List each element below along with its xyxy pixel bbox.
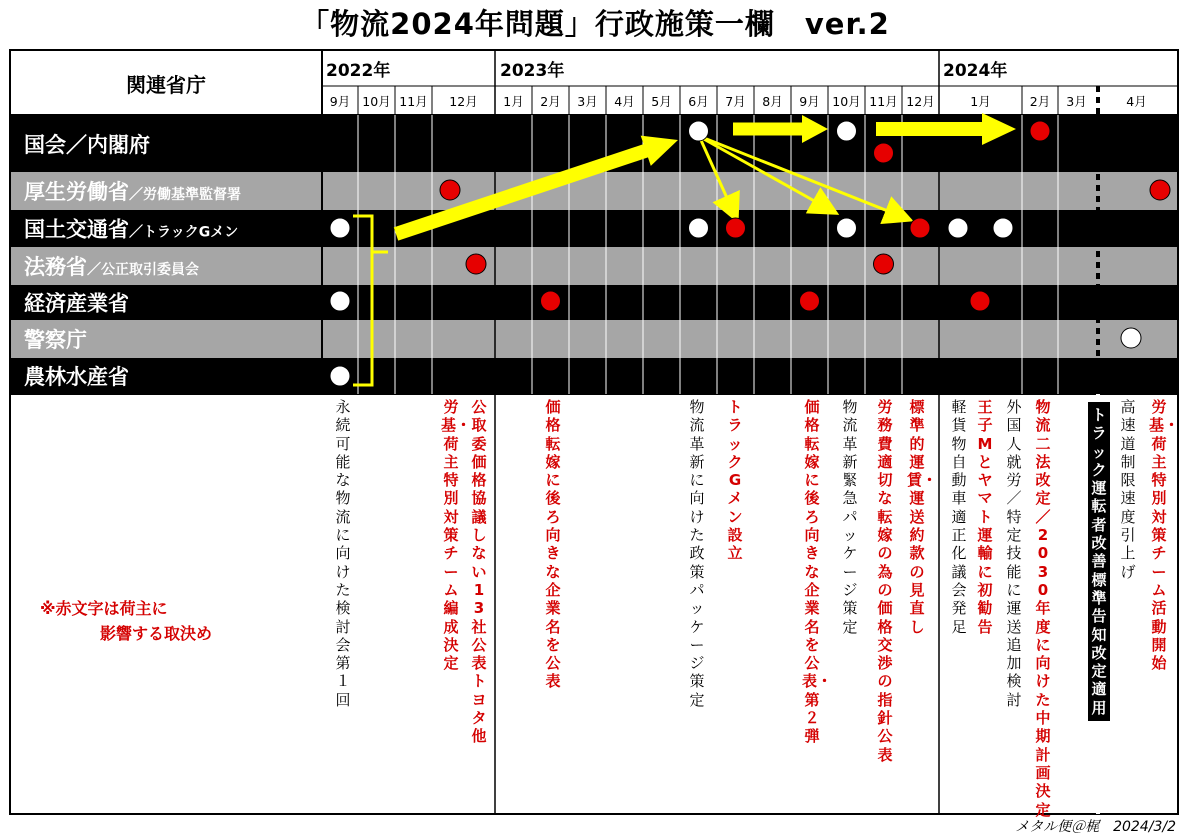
event-description: 価格転嫁に後ろ向きな企業名を公表・第２弾 bbox=[802, 398, 833, 746]
white-event-dot bbox=[330, 366, 350, 386]
month-label: 5月 bbox=[651, 94, 672, 109]
red-event-dot bbox=[541, 291, 561, 311]
red-event-dot bbox=[910, 218, 930, 238]
month-label: 4月 bbox=[1126, 94, 1147, 109]
agency-label bbox=[24, 292, 129, 316]
event-description: 高速道制限速度引上げ bbox=[1120, 398, 1136, 581]
agency-name: 農林水産省 bbox=[24, 365, 129, 389]
event-description: 物流革新緊急パッケージ策定 bbox=[842, 398, 858, 636]
white-event-dot bbox=[689, 218, 709, 238]
agency-subname: ／トラックGメン bbox=[129, 224, 239, 241]
month-label: 11月 bbox=[869, 94, 898, 109]
agency-name: 国会／内閣府 bbox=[24, 133, 150, 157]
month-label: 11月 bbox=[399, 94, 428, 109]
event-description: 永続可能な物流に向けた検討会第１回 bbox=[335, 398, 351, 709]
year-label: 2024年 bbox=[943, 61, 1008, 81]
agency-name: 警察庁 bbox=[24, 328, 87, 352]
month-label: 4月 bbox=[614, 94, 635, 109]
agency-name: 国土交通省 bbox=[24, 217, 129, 242]
white-event-dot bbox=[330, 218, 350, 238]
month-label: 12月 bbox=[906, 94, 935, 109]
month-label: 10月 bbox=[832, 94, 861, 109]
white-event-dot bbox=[948, 218, 968, 238]
month-label: 7月 bbox=[725, 94, 746, 109]
red-event-dot bbox=[1030, 121, 1050, 141]
agency-subname: ／公正取引委員会 bbox=[87, 262, 199, 278]
event-description: トラック運転者改善標準告知改定適用 bbox=[1088, 402, 1110, 721]
red-event-dot bbox=[440, 180, 460, 200]
event-description: 価格転嫁に後ろ向きな企業名を公表 bbox=[545, 398, 561, 691]
red-event-dot bbox=[800, 291, 820, 311]
white-event-dot bbox=[837, 121, 857, 141]
agency-row-band bbox=[10, 358, 1178, 394]
red-event-dot bbox=[726, 218, 746, 238]
month-label: 12月 bbox=[449, 94, 478, 109]
event-description: 労基・荷主特別対策チーム活動開始 bbox=[1149, 398, 1180, 673]
month-label: 3月 bbox=[577, 94, 598, 109]
page-title: 「物流2024年問題」行政施策一欄 ver.2 bbox=[300, 7, 890, 41]
month-label: 1月 bbox=[970, 94, 991, 109]
white-event-dot bbox=[993, 218, 1013, 238]
month-label: 2月 bbox=[1029, 94, 1051, 109]
red-event-dot bbox=[466, 254, 486, 274]
event-description: 労基・荷主特別対策チーム編成決定 bbox=[441, 398, 472, 673]
year-label: 2023年 bbox=[500, 61, 565, 81]
white-event-dot bbox=[689, 121, 709, 141]
month-label: 8月 bbox=[762, 94, 783, 109]
event-description: 王子Mとヤマト運輸に初勧告 bbox=[977, 398, 993, 636]
white-event-dot bbox=[330, 291, 350, 311]
red-event-dot bbox=[874, 143, 894, 163]
event-description: 外国人就労／特定技能に運送追加検討 bbox=[1006, 398, 1022, 709]
agency-name: 法務省 bbox=[24, 255, 87, 279]
agency-subname: ／労働基準監督署 bbox=[129, 187, 241, 203]
legend-note bbox=[40, 596, 300, 646]
event-description: 労務費適切な転嫁の為の価格交渉の指針公表 bbox=[877, 398, 893, 764]
event-description: 物流革新に向けた政策パッケージ策定 bbox=[689, 398, 705, 709]
red-event-dot bbox=[874, 254, 894, 274]
event-description: 軽貨物自動車適正化議会発足 bbox=[951, 398, 967, 636]
event-description: 物流二法改定／2030年度に向けた中期計画決定 bbox=[1035, 398, 1051, 819]
event-description: トラックGメン設立 bbox=[727, 398, 743, 563]
legend-note-line-2: 影響する取決め bbox=[100, 624, 213, 643]
agency-row-band bbox=[10, 320, 1178, 358]
agency-label bbox=[24, 365, 129, 389]
white-event-dot bbox=[837, 218, 857, 238]
white-event-dot bbox=[1121, 328, 1141, 348]
month-label: 6月 bbox=[688, 94, 709, 109]
year-label: 2022年 bbox=[326, 61, 391, 81]
month-label: 3月 bbox=[1066, 94, 1087, 109]
legend-note-line-1: ※赤文字は荷主に bbox=[40, 599, 168, 618]
agency-label bbox=[24, 328, 87, 352]
agency-label bbox=[24, 133, 150, 157]
agency-name: 経済産業省 bbox=[24, 291, 129, 316]
month-label: 9月 bbox=[329, 94, 351, 109]
month-label: 1月 bbox=[503, 94, 524, 109]
month-label: 10月 bbox=[362, 94, 391, 109]
event-description: 公取委価格協議しない13社公表トヨタ他 bbox=[471, 398, 487, 746]
agency-name: 厚生労働省 bbox=[24, 180, 129, 204]
month-label: 9月 bbox=[799, 94, 820, 109]
credit: メタル便＠梶 2024/3/2 bbox=[1015, 819, 1176, 835]
red-event-dot bbox=[1150, 180, 1170, 200]
month-label: 2月 bbox=[540, 94, 561, 109]
event-description: 標準的運賃・運送約款の見直し bbox=[907, 398, 938, 636]
agency-row-band bbox=[10, 285, 1178, 320]
agency-column-header: 関連省庁 bbox=[126, 73, 206, 97]
red-event-dot bbox=[970, 291, 990, 311]
